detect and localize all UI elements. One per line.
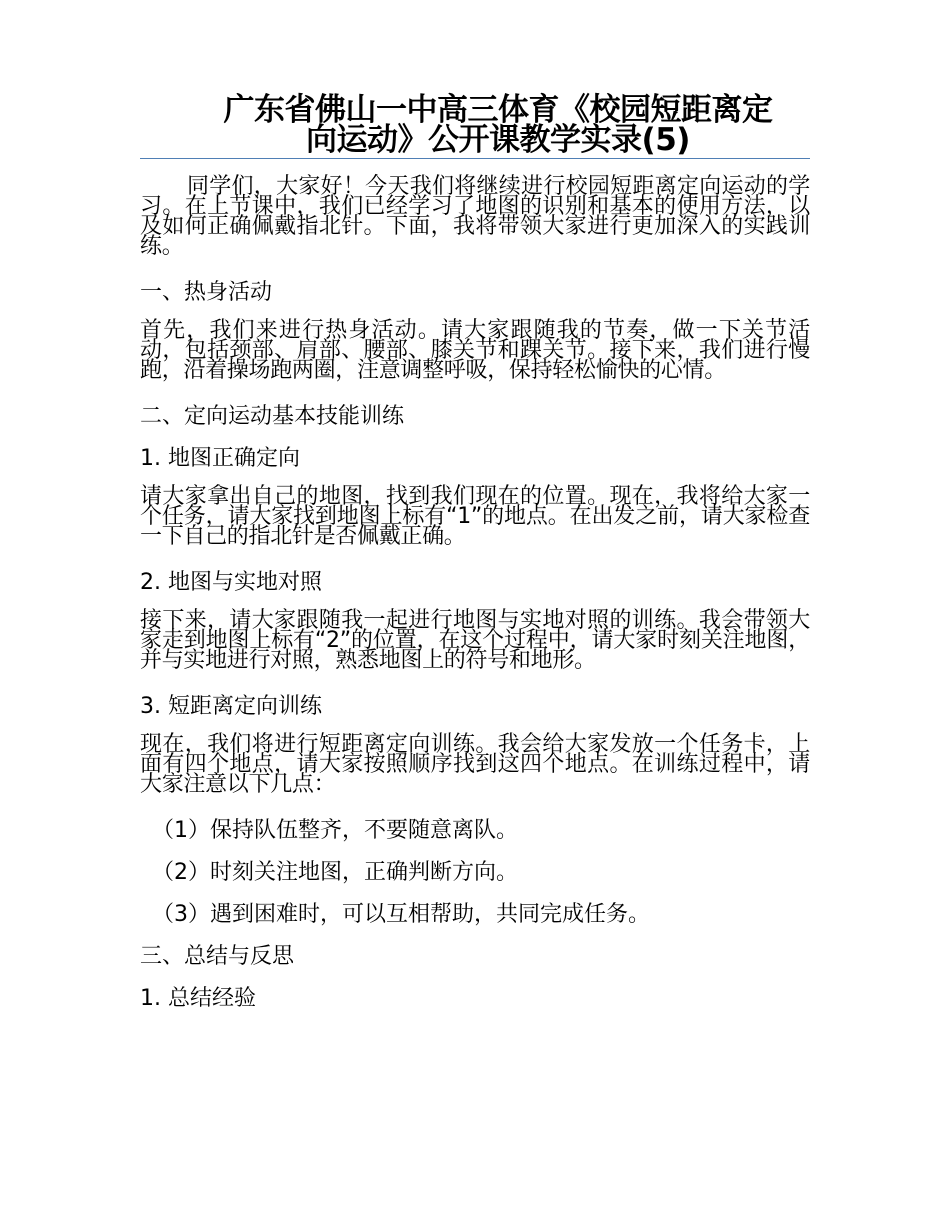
subsection-2-heading: 2. 地图与实地对照 (140, 570, 322, 595)
subsection-4-heading: 1. 总结经验 (140, 986, 256, 1011)
title-line-1: 广东省佛山一中高三体育《校园短距离定 (223, 92, 773, 128)
page-title (140, 92, 810, 158)
title-line-2: 向运动》公开课教学实录(5) (306, 122, 690, 158)
list-item: （1）保持队伍整齐，不要随意离队。 (152, 818, 518, 843)
subsection-2-paragraph: 接下来，请大家跟随我一起进行地图与实地对照的训练。我会带领大家走到地图上标有“2”的位置，在这个过程中，请大家时刻关注地图，并与实地进行对照，熟悉地图上的符号和地形。 (140, 608, 810, 673)
subsection-1-heading: 1. 地图正确定向 (140, 446, 300, 471)
list-item: （2）时刻关注地图，正确判断方向。 (152, 860, 518, 885)
subsection-3-paragraph: 现在，我们将进行短距离定向训练。我会给大家发放一个任务卡，上面有四个地点，请大家按照顺序找到这四个地点。在训练过程中，请大家注意以下几点： (140, 732, 810, 797)
title-underline (140, 158, 810, 159)
section-2-heading: 二、定向运动基本技能训练 (140, 404, 405, 429)
section-1-paragraph: 首先，我们来进行热身活动。请大家跟随我的节奏，做一下关节活动，包括颈部、肩部、腰部、膝关节和踝关节。接下来，我们进行慢跑，沿着操场跑两圈，注意调整呼吸，保持轻松愉快的心情。 (140, 318, 810, 383)
document-page (140, 92, 810, 1027)
list-item: （3）遇到困难时，可以互相帮助，共同完成任务。 (152, 902, 650, 927)
intro-paragraph: 同学们，大家好！今天我们将继续进行校园短距离定向运动的学习。在上节课中，我们已经学习了地图的识别和基本的使用方法，以及如何正确佩戴指北针。下面，我将带领大家进行更加深入的实践训练。 (140, 174, 810, 259)
subsection-1-paragraph: 请大家拿出自己的地图，找到我们现在的位置。现在，我将给大家一个任务，请大家找到地图上标有“1”的地点。在出发之前，请大家检查一下自己的指北针是否佩戴正确。 (140, 484, 810, 549)
subsection-3-heading: 3. 短距离定向训练 (140, 694, 322, 719)
section-1-heading: 一、热身活动 (140, 280, 273, 305)
section-3-heading: 三、总结与反思 (140, 944, 295, 969)
